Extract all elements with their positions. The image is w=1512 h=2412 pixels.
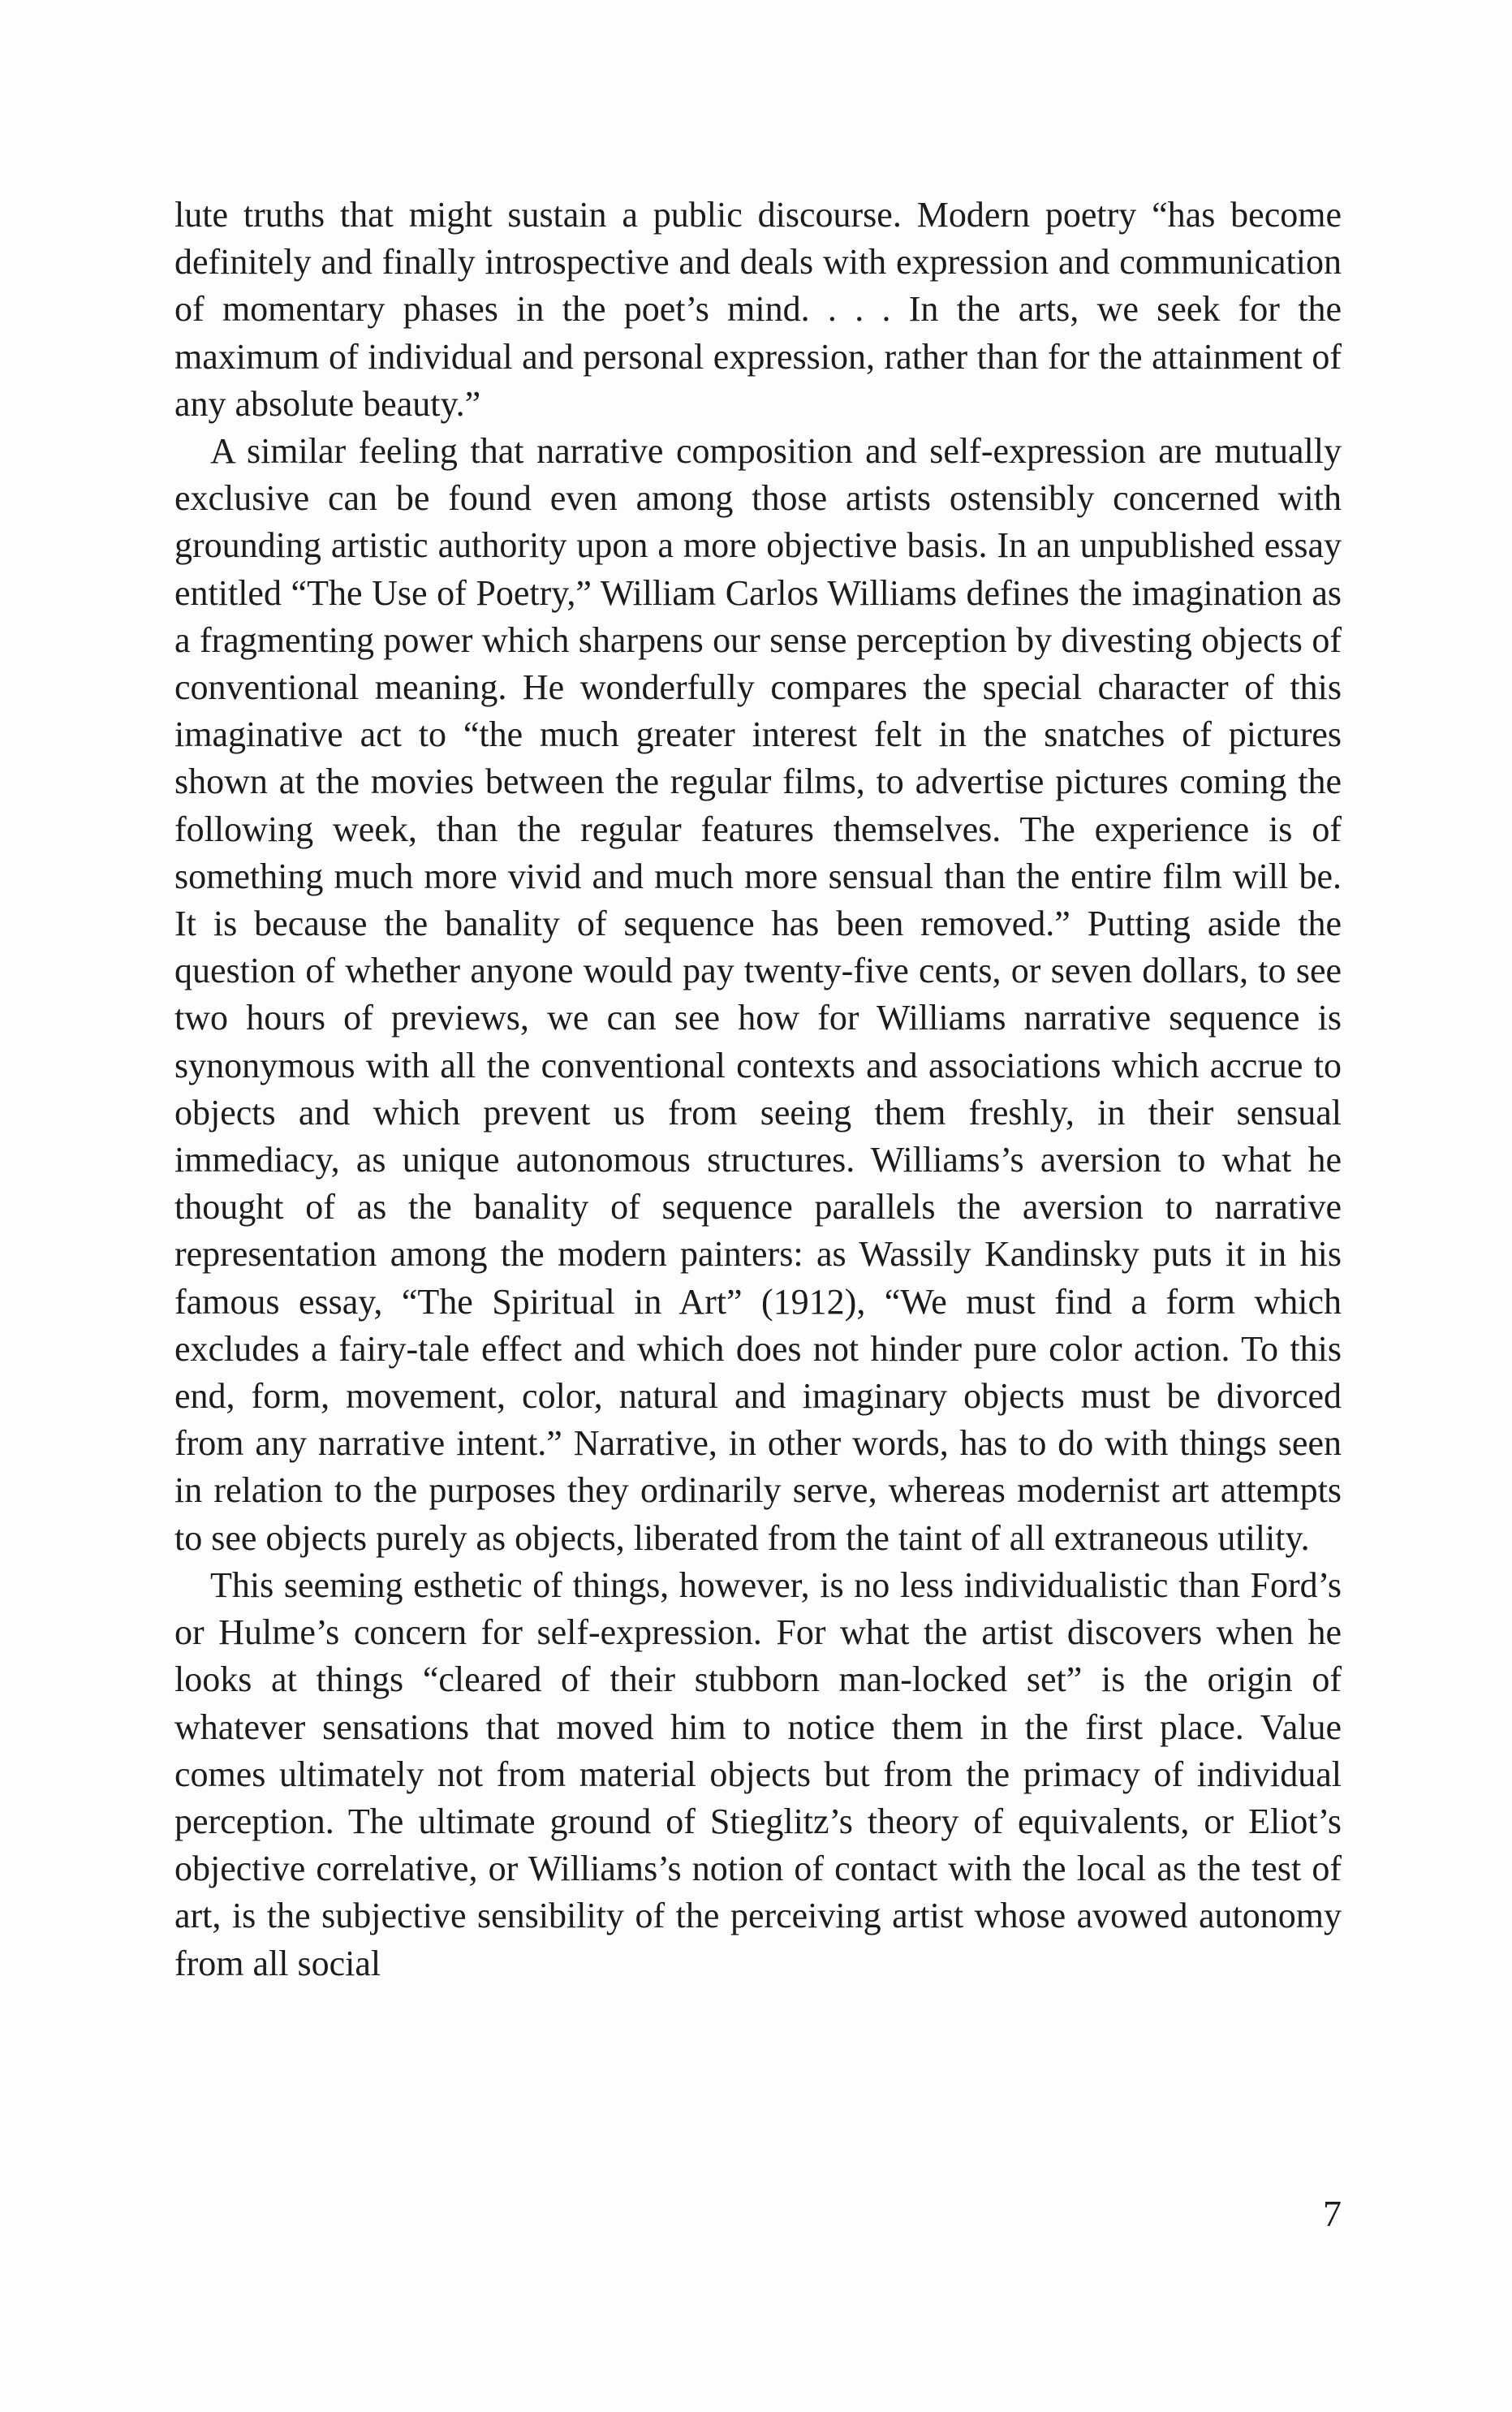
- body-text: [174, 192, 1342, 1987]
- paragraph-3: This seeming esthetic of things, however, is no less individualistic than Ford’s or Hulme’s concern for self-expression. For what the artist discovers when he looks at things “cleared of their stubborn man-locked set” is the origin of whatever sensations that moved him to notice them in the first place. Value comes ultimately not from material objects but from the primacy of individual perception. The ultimate ground of Stieglitz’s theory of equivalents, or Eliot’s objective correlative, or Williams’s notion of contact with the local as the test of art, is the subjective sensibility of the perceiving artist whose avowed autonomy from all social: [174, 1564, 1342, 1983]
- paragraph-1: lute truths that might sustain a public discourse. Modern poetry “has become definitely and finally introspective and deals with expression and communication of momentary phases in the poet’s mind. . . . In the arts, we seek for the maximum of individual and personal expression, rather than for the attainment of any absolute beauty.”: [174, 195, 1342, 424]
- paragraph-2: A similar feeling that narrative composition and self-expression are mutually exclusive can be found even among those artists ostensibly concerned with grounding artistic authority upon a more objective basis. In an unpublished essay entitled “The Use of Poetry,” William Carlos Williams defines the imagination as a fragmenting power which sharpens our sense perception by divesting objects of conventional meaning. He wonderfully compares the special character of this imaginative act to “the much greater interest felt in the snatches of pictures shown at the movies between the regular films, to advertise pictures coming the following week, than the regular features themselves. The experience is of something much more vivid and much more sensual than the entire film will be. It is because the banality of sequence has been removed.” Putting aside the question of whether anyone would pay twenty-five cents, or seven dollars, to see two hours of previews, we can see how for Williams narrative sequence is synonymous with all the conventional contexts and associations which accrue to objects and which prevent us from seeing them freshly, in their sensual immediacy, as unique autonomous structures. Williams’s aversion to what he thought of as the banality of sequence parallels the aversion to narrative representation among the modern painters: as Wassily Kandinsky puts it in his famous essay, “The Spiritual in Art” (1912), “We must find a form which excludes a fairy-tale effect and which does not hinder pure color action. To this end, form, movement, color, natural and imaginary objects must be divorced from any narrative intent.” Narrative, in other words, has to do with things seen in relation to the purposes they ordinarily serve, whereas modernist art attempts to see objects purely as objects, liberated from the taint of all extraneous utility.: [174, 431, 1342, 1558]
- page-number: 7: [1323, 2193, 1342, 2234]
